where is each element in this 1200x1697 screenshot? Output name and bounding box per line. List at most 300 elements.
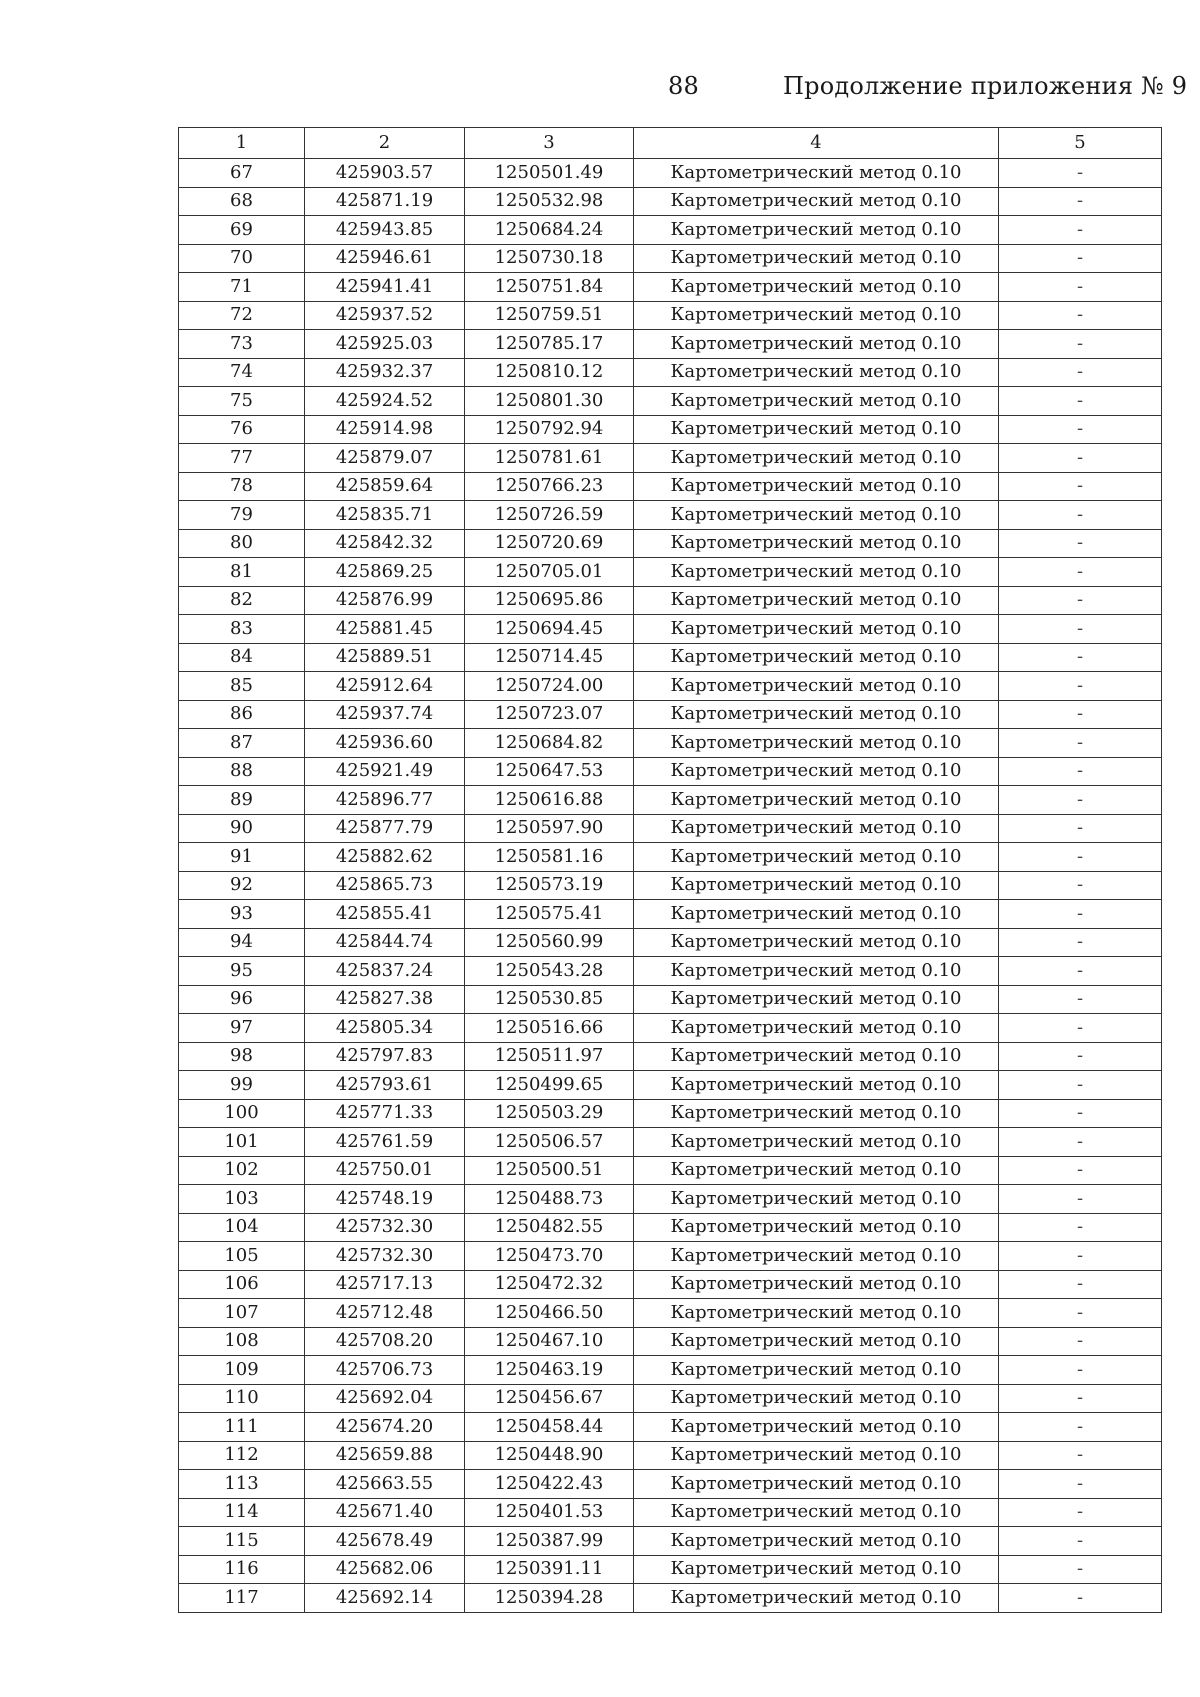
y-coordinate-cell: 1250391.11: [465, 1555, 634, 1584]
column-header: 1: [179, 128, 305, 159]
method-cell: Картометрический метод 0.10: [634, 1156, 999, 1185]
method-cell: Картометрический метод 0.10: [634, 1527, 999, 1556]
y-coordinate-cell: 1250573.19: [465, 871, 634, 900]
table-row: [179, 273, 1162, 302]
x-coordinate-cell: 425682.06: [305, 1555, 465, 1584]
y-coordinate-cell: 1250759.51: [465, 301, 634, 330]
note-cell: -: [999, 700, 1162, 729]
note-cell: -: [999, 1384, 1162, 1413]
x-coordinate-cell: 425865.73: [305, 871, 465, 900]
y-coordinate-cell: 1250506.57: [465, 1128, 634, 1157]
note-cell: -: [999, 244, 1162, 273]
x-coordinate-cell: 425674.20: [305, 1413, 465, 1442]
y-coordinate-cell: 1250543.28: [465, 957, 634, 986]
x-coordinate-cell: 425750.01: [305, 1156, 465, 1185]
note-cell: -: [999, 814, 1162, 843]
table-row: [179, 1327, 1162, 1356]
note-cell: -: [999, 1213, 1162, 1242]
table-row: [179, 729, 1162, 758]
point-number-cell: 94: [179, 928, 305, 957]
table-row: [179, 1242, 1162, 1271]
table-row: [179, 1071, 1162, 1100]
point-number-cell: 104: [179, 1213, 305, 1242]
x-coordinate-cell: 425937.74: [305, 700, 465, 729]
table-row: [179, 1213, 1162, 1242]
y-coordinate-cell: 1250422.43: [465, 1470, 634, 1499]
y-coordinate-cell: 1250684.82: [465, 729, 634, 758]
method-cell: Картометрический метод 0.10: [634, 672, 999, 701]
note-cell: -: [999, 643, 1162, 672]
table-row: [179, 1584, 1162, 1613]
point-number-cell: 78: [179, 472, 305, 501]
table-row: [179, 928, 1162, 957]
note-cell: -: [999, 1327, 1162, 1356]
x-coordinate-cell: 425837.24: [305, 957, 465, 986]
note-cell: -: [999, 558, 1162, 587]
x-coordinate-cell: 425921.49: [305, 757, 465, 786]
note-cell: -: [999, 786, 1162, 815]
x-coordinate-cell: 425881.45: [305, 615, 465, 644]
x-coordinate-cell: 425712.48: [305, 1299, 465, 1328]
method-cell: Картометрический метод 0.10: [634, 444, 999, 473]
method-cell: Картометрический метод 0.10: [634, 1099, 999, 1128]
note-cell: -: [999, 415, 1162, 444]
point-number-cell: 67: [179, 159, 305, 188]
note-cell: -: [999, 586, 1162, 615]
y-coordinate-cell: 1250647.53: [465, 757, 634, 786]
note-cell: -: [999, 387, 1162, 416]
y-coordinate-cell: 1250695.86: [465, 586, 634, 615]
note-cell: -: [999, 330, 1162, 359]
method-cell: Картометрический метод 0.10: [634, 330, 999, 359]
coordinates-table: [178, 127, 1162, 1613]
method-cell: Картометрический метод 0.10: [634, 957, 999, 986]
method-cell: Картометрический метод 0.10: [634, 786, 999, 815]
point-number-cell: 71: [179, 273, 305, 302]
note-cell: -: [999, 301, 1162, 330]
note-cell: -: [999, 900, 1162, 929]
table-row: [179, 387, 1162, 416]
y-coordinate-cell: 1250810.12: [465, 358, 634, 387]
method-cell: Картометрический метод 0.10: [634, 1213, 999, 1242]
y-coordinate-cell: 1250387.99: [465, 1527, 634, 1556]
table-row: [179, 529, 1162, 558]
note-cell: -: [999, 1099, 1162, 1128]
method-cell: Картометрический метод 0.10: [634, 472, 999, 501]
x-coordinate-cell: 425732.30: [305, 1213, 465, 1242]
point-number-cell: 83: [179, 615, 305, 644]
x-coordinate-cell: 425692.04: [305, 1384, 465, 1413]
appendix-continuation-caption: Продолжение приложения № 9: [783, 72, 1188, 100]
x-coordinate-cell: 425925.03: [305, 330, 465, 359]
note-cell: -: [999, 159, 1162, 188]
point-number-cell: 80: [179, 529, 305, 558]
method-cell: Картометрический метод 0.10: [634, 871, 999, 900]
method-cell: Картометрический метод 0.10: [634, 615, 999, 644]
point-number-cell: 88: [179, 757, 305, 786]
note-cell: -: [999, 1498, 1162, 1527]
point-number-cell: 106: [179, 1270, 305, 1299]
y-coordinate-cell: 1250499.65: [465, 1071, 634, 1100]
method-cell: Картометрический метод 0.10: [634, 1185, 999, 1214]
table-row: [179, 444, 1162, 473]
y-coordinate-cell: 1250463.19: [465, 1356, 634, 1385]
method-cell: Картометрический метод 0.10: [634, 586, 999, 615]
point-number-cell: 77: [179, 444, 305, 473]
note-cell: -: [999, 529, 1162, 558]
point-number-cell: 100: [179, 1099, 305, 1128]
table-row: [179, 1156, 1162, 1185]
point-number-cell: 74: [179, 358, 305, 387]
x-coordinate-cell: 425659.88: [305, 1441, 465, 1470]
point-number-cell: 112: [179, 1441, 305, 1470]
x-coordinate-cell: 425896.77: [305, 786, 465, 815]
column-header: 4: [634, 128, 999, 159]
column-header: 5: [999, 128, 1162, 159]
note-cell: -: [999, 187, 1162, 216]
y-coordinate-cell: 1250466.50: [465, 1299, 634, 1328]
point-number-cell: 98: [179, 1042, 305, 1071]
method-cell: Картометрический метод 0.10: [634, 244, 999, 273]
x-coordinate-cell: 425882.62: [305, 843, 465, 872]
table-row: [179, 1099, 1162, 1128]
x-coordinate-cell: 425914.98: [305, 415, 465, 444]
point-number-cell: 76: [179, 415, 305, 444]
table-row: [179, 1042, 1162, 1071]
point-number-cell: 103: [179, 1185, 305, 1214]
method-cell: Картометрический метод 0.10: [634, 757, 999, 786]
x-coordinate-cell: 425912.64: [305, 672, 465, 701]
table-row: [179, 700, 1162, 729]
method-cell: Картометрический метод 0.10: [634, 558, 999, 587]
x-coordinate-cell: 425842.32: [305, 529, 465, 558]
x-coordinate-cell: 425835.71: [305, 501, 465, 530]
x-coordinate-cell: 425717.13: [305, 1270, 465, 1299]
note-cell: -: [999, 273, 1162, 302]
table-row: [179, 672, 1162, 701]
method-cell: Картометрический метод 0.10: [634, 1470, 999, 1499]
y-coordinate-cell: 1250530.85: [465, 985, 634, 1014]
y-coordinate-cell: 1250785.17: [465, 330, 634, 359]
y-coordinate-cell: 1250532.98: [465, 187, 634, 216]
method-cell: Картометрический метод 0.10: [634, 1498, 999, 1527]
note-cell: -: [999, 757, 1162, 786]
x-coordinate-cell: 425879.07: [305, 444, 465, 473]
x-coordinate-cell: 425805.34: [305, 1014, 465, 1043]
point-number-cell: 89: [179, 786, 305, 815]
note-cell: -: [999, 1441, 1162, 1470]
method-cell: Картометрический метод 0.10: [634, 1327, 999, 1356]
x-coordinate-cell: 425844.74: [305, 928, 465, 957]
y-coordinate-cell: 1250488.73: [465, 1185, 634, 1214]
point-number-cell: 82: [179, 586, 305, 615]
y-coordinate-cell: 1250597.90: [465, 814, 634, 843]
table-row: [179, 1498, 1162, 1527]
method-cell: Картометрический метод 0.10: [634, 1384, 999, 1413]
column-header: 3: [465, 128, 634, 159]
x-coordinate-cell: 425943.85: [305, 216, 465, 245]
method-cell: Картометрический метод 0.10: [634, 643, 999, 672]
x-coordinate-cell: 425663.55: [305, 1470, 465, 1499]
table-row: [179, 843, 1162, 872]
x-coordinate-cell: 425855.41: [305, 900, 465, 929]
table-row: [179, 501, 1162, 530]
point-number-cell: 102: [179, 1156, 305, 1185]
table-header-row: [179, 128, 1162, 159]
point-number-cell: 96: [179, 985, 305, 1014]
point-number-cell: 117: [179, 1584, 305, 1613]
y-coordinate-cell: 1250472.32: [465, 1270, 634, 1299]
x-coordinate-cell: 425761.59: [305, 1128, 465, 1157]
note-cell: -: [999, 472, 1162, 501]
note-cell: -: [999, 672, 1162, 701]
note-cell: -: [999, 1042, 1162, 1071]
point-number-cell: 108: [179, 1327, 305, 1356]
point-number-cell: 114: [179, 1498, 305, 1527]
table-row: [179, 216, 1162, 245]
table-row: [179, 957, 1162, 986]
note-cell: -: [999, 957, 1162, 986]
y-coordinate-cell: 1250684.24: [465, 216, 634, 245]
note-cell: -: [999, 1242, 1162, 1271]
point-number-cell: 111: [179, 1413, 305, 1442]
method-cell: Картометрический метод 0.10: [634, 700, 999, 729]
table-row: [179, 1555, 1162, 1584]
table-row: [179, 358, 1162, 387]
x-coordinate-cell: 425889.51: [305, 643, 465, 672]
note-cell: -: [999, 843, 1162, 872]
point-number-cell: 107: [179, 1299, 305, 1328]
method-cell: Картометрический метод 0.10: [634, 1299, 999, 1328]
point-number-cell: 116: [179, 1555, 305, 1584]
table-row: [179, 159, 1162, 188]
table-row: [179, 786, 1162, 815]
point-number-cell: 79: [179, 501, 305, 530]
method-cell: Картометрический метод 0.10: [634, 415, 999, 444]
y-coordinate-cell: 1250448.90: [465, 1441, 634, 1470]
x-coordinate-cell: 425946.61: [305, 244, 465, 273]
method-cell: Картометрический метод 0.10: [634, 928, 999, 957]
y-coordinate-cell: 1250500.51: [465, 1156, 634, 1185]
point-number-cell: 91: [179, 843, 305, 872]
table-row: [179, 1299, 1162, 1328]
point-number-cell: 72: [179, 301, 305, 330]
y-coordinate-cell: 1250730.18: [465, 244, 634, 273]
point-number-cell: 68: [179, 187, 305, 216]
point-number-cell: 69: [179, 216, 305, 245]
x-coordinate-cell: 425877.79: [305, 814, 465, 843]
x-coordinate-cell: 425771.33: [305, 1099, 465, 1128]
table-row: [179, 985, 1162, 1014]
method-cell: Картометрический метод 0.10: [634, 187, 999, 216]
table-row: [179, 900, 1162, 929]
method-cell: Картометрический метод 0.10: [634, 900, 999, 929]
method-cell: Картометрический метод 0.10: [634, 1042, 999, 1071]
x-coordinate-cell: 425903.57: [305, 159, 465, 188]
table-row: [179, 871, 1162, 900]
point-number-cell: 99: [179, 1071, 305, 1100]
y-coordinate-cell: 1250516.66: [465, 1014, 634, 1043]
y-coordinate-cell: 1250482.55: [465, 1213, 634, 1242]
point-number-cell: 73: [179, 330, 305, 359]
point-number-cell: 93: [179, 900, 305, 929]
note-cell: -: [999, 358, 1162, 387]
table-row: [179, 1441, 1162, 1470]
table-row: [179, 814, 1162, 843]
note-cell: -: [999, 1270, 1162, 1299]
note-cell: -: [999, 501, 1162, 530]
table-row: [179, 586, 1162, 615]
method-cell: Картометрический метод 0.10: [634, 501, 999, 530]
table-row: [179, 472, 1162, 501]
point-number-cell: 97: [179, 1014, 305, 1043]
point-number-cell: 70: [179, 244, 305, 273]
method-cell: Картометрический метод 0.10: [634, 358, 999, 387]
method-cell: Картометрический метод 0.10: [634, 1014, 999, 1043]
point-number-cell: 90: [179, 814, 305, 843]
point-number-cell: 105: [179, 1242, 305, 1271]
table-row: [179, 757, 1162, 786]
note-cell: -: [999, 1071, 1162, 1100]
note-cell: -: [999, 1156, 1162, 1185]
point-number-cell: 115: [179, 1527, 305, 1556]
x-coordinate-cell: 425706.73: [305, 1356, 465, 1385]
point-number-cell: 85: [179, 672, 305, 701]
table-row: [179, 1185, 1162, 1214]
table-row: [179, 187, 1162, 216]
method-cell: Картометрический метод 0.10: [634, 729, 999, 758]
x-coordinate-cell: 425932.37: [305, 358, 465, 387]
note-cell: -: [999, 1356, 1162, 1385]
note-cell: -: [999, 615, 1162, 644]
point-number-cell: 101: [179, 1128, 305, 1157]
y-coordinate-cell: 1250720.69: [465, 529, 634, 558]
table-row: [179, 244, 1162, 273]
method-cell: Картометрический метод 0.10: [634, 1555, 999, 1584]
y-coordinate-cell: 1250714.45: [465, 643, 634, 672]
method-cell: Картометрический метод 0.10: [634, 1584, 999, 1613]
y-coordinate-cell: 1250726.59: [465, 501, 634, 530]
y-coordinate-cell: 1250458.44: [465, 1413, 634, 1442]
table-row: [179, 615, 1162, 644]
x-coordinate-cell: 425876.99: [305, 586, 465, 615]
x-coordinate-cell: 425708.20: [305, 1327, 465, 1356]
note-cell: -: [999, 871, 1162, 900]
table-row: [179, 558, 1162, 587]
method-cell: Картометрический метод 0.10: [634, 1128, 999, 1157]
note-cell: -: [999, 928, 1162, 957]
y-coordinate-cell: 1250401.53: [465, 1498, 634, 1527]
note-cell: -: [999, 216, 1162, 245]
note-cell: -: [999, 1527, 1162, 1556]
note-cell: -: [999, 1014, 1162, 1043]
y-coordinate-cell: 1250575.41: [465, 900, 634, 929]
y-coordinate-cell: 1250560.99: [465, 928, 634, 957]
x-coordinate-cell: 425671.40: [305, 1498, 465, 1527]
x-coordinate-cell: 425678.49: [305, 1527, 465, 1556]
method-cell: Картометрический метод 0.10: [634, 159, 999, 188]
method-cell: Картометрический метод 0.10: [634, 301, 999, 330]
point-number-cell: 81: [179, 558, 305, 587]
point-number-cell: 95: [179, 957, 305, 986]
method-cell: Картометрический метод 0.10: [634, 273, 999, 302]
method-cell: Картометрический метод 0.10: [634, 1413, 999, 1442]
y-coordinate-cell: 1250694.45: [465, 615, 634, 644]
x-coordinate-cell: 425871.19: [305, 187, 465, 216]
method-cell: Картометрический метод 0.10: [634, 1356, 999, 1385]
x-coordinate-cell: 425732.30: [305, 1242, 465, 1271]
table-row: [179, 1014, 1162, 1043]
point-number-cell: 84: [179, 643, 305, 672]
y-coordinate-cell: 1250705.01: [465, 558, 634, 587]
x-coordinate-cell: 425941.41: [305, 273, 465, 302]
table-row: [179, 330, 1162, 359]
y-coordinate-cell: 1250473.70: [465, 1242, 634, 1271]
note-cell: -: [999, 1584, 1162, 1613]
x-coordinate-cell: 425793.61: [305, 1071, 465, 1100]
x-coordinate-cell: 425827.38: [305, 985, 465, 1014]
x-coordinate-cell: 425869.25: [305, 558, 465, 587]
point-number-cell: 113: [179, 1470, 305, 1499]
method-cell: Картометрический метод 0.10: [634, 1242, 999, 1271]
table-row: [179, 1128, 1162, 1157]
method-cell: Картометрический метод 0.10: [634, 529, 999, 558]
point-number-cell: 87: [179, 729, 305, 758]
x-coordinate-cell: 425936.60: [305, 729, 465, 758]
x-coordinate-cell: 425748.19: [305, 1185, 465, 1214]
note-cell: -: [999, 729, 1162, 758]
method-cell: Картометрический метод 0.10: [634, 1071, 999, 1100]
note-cell: -: [999, 1299, 1162, 1328]
y-coordinate-cell: 1250581.16: [465, 843, 634, 872]
method-cell: Картометрический метод 0.10: [634, 1270, 999, 1299]
y-coordinate-cell: 1250511.97: [465, 1042, 634, 1071]
x-coordinate-cell: 425924.52: [305, 387, 465, 416]
y-coordinate-cell: 1250801.30: [465, 387, 634, 416]
point-number-cell: 75: [179, 387, 305, 416]
point-number-cell: 86: [179, 700, 305, 729]
y-coordinate-cell: 1250766.23: [465, 472, 634, 501]
y-coordinate-cell: 1250792.94: [465, 415, 634, 444]
table-row: [179, 643, 1162, 672]
y-coordinate-cell: 1250501.49: [465, 159, 634, 188]
method-cell: Картометрический метод 0.10: [634, 985, 999, 1014]
note-cell: -: [999, 1128, 1162, 1157]
table-row: [179, 1470, 1162, 1499]
note-cell: -: [999, 985, 1162, 1014]
y-coordinate-cell: 1250467.10: [465, 1327, 634, 1356]
table-row: [179, 1356, 1162, 1385]
page-number: 88: [668, 72, 699, 100]
method-cell: Картометрический метод 0.10: [634, 814, 999, 843]
table-row: [179, 1527, 1162, 1556]
column-header: 2: [305, 128, 465, 159]
method-cell: Картометрический метод 0.10: [634, 387, 999, 416]
x-coordinate-cell: 425859.64: [305, 472, 465, 501]
note-cell: -: [999, 1413, 1162, 1442]
y-coordinate-cell: 1250394.28: [465, 1584, 634, 1613]
method-cell: Картометрический метод 0.10: [634, 216, 999, 245]
note-cell: -: [999, 1470, 1162, 1499]
note-cell: -: [999, 1185, 1162, 1214]
point-number-cell: 92: [179, 871, 305, 900]
y-coordinate-cell: 1250503.29: [465, 1099, 634, 1128]
y-coordinate-cell: 1250751.84: [465, 273, 634, 302]
table-row: [179, 415, 1162, 444]
x-coordinate-cell: 425937.52: [305, 301, 465, 330]
point-number-cell: 110: [179, 1384, 305, 1413]
x-coordinate-cell: 425692.14: [305, 1584, 465, 1613]
